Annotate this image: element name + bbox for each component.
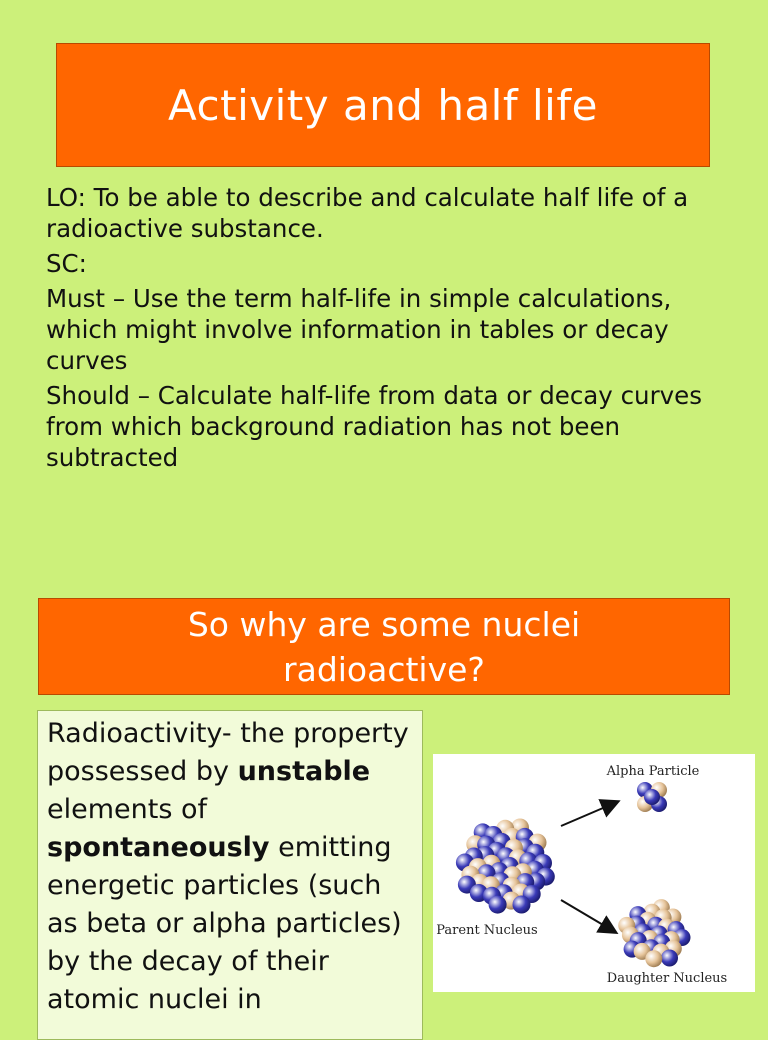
objective-lo: LO: To be able to describe and calculate half life of a radioactive substance. [46,183,689,243]
alpha-decay-illustration [433,754,755,992]
proton [513,896,531,914]
learning-objectives [46,182,736,477]
parent-nucleus-label: Parent Nucleus [436,923,538,938]
alpha-decay-diagram [433,754,755,992]
definition-bold-spontaneously: spontaneously [47,832,270,863]
daughter-nucleus-label: Daughter Nucleus [606,971,728,986]
section-heading-line2: radioactive? [283,649,485,689]
definition-box [37,710,423,1040]
arrow-to-daughter [561,900,615,932]
section-heading [188,602,580,692]
alpha-particle [637,782,667,812]
objective-should: Should – Calculate half-life from data or decay curves from which background radiation has not been subtracted [46,381,702,472]
proton [489,896,507,914]
arrow-to-alpha [561,802,617,826]
page-title: Activity and half life [168,80,598,130]
alpha-particle-label: Alpha Particle [606,764,700,779]
section-heading-line1: So why are some nuclei [187,604,581,644]
objective-sc: SC: [46,249,87,278]
objective-must: Must – Use the term half-life in simple calculations, which might involve information in tables or decay curves [46,284,672,375]
proton [661,950,678,967]
section-banner [38,598,730,695]
parent-nucleus [456,819,555,914]
definition-text-1: Radioactivity- the property possessed by [47,718,409,787]
definition-text-2: elements of [47,794,208,825]
definition-bold-unstable: unstable [237,756,371,787]
neutron [645,950,662,967]
daughter-nucleus [618,899,690,967]
proton [644,789,660,805]
definition-text-3: emitting energetic particles (such as beta or alpha particles) by the decay of their atomic nuclei in [47,832,402,1015]
title-banner [56,43,710,167]
